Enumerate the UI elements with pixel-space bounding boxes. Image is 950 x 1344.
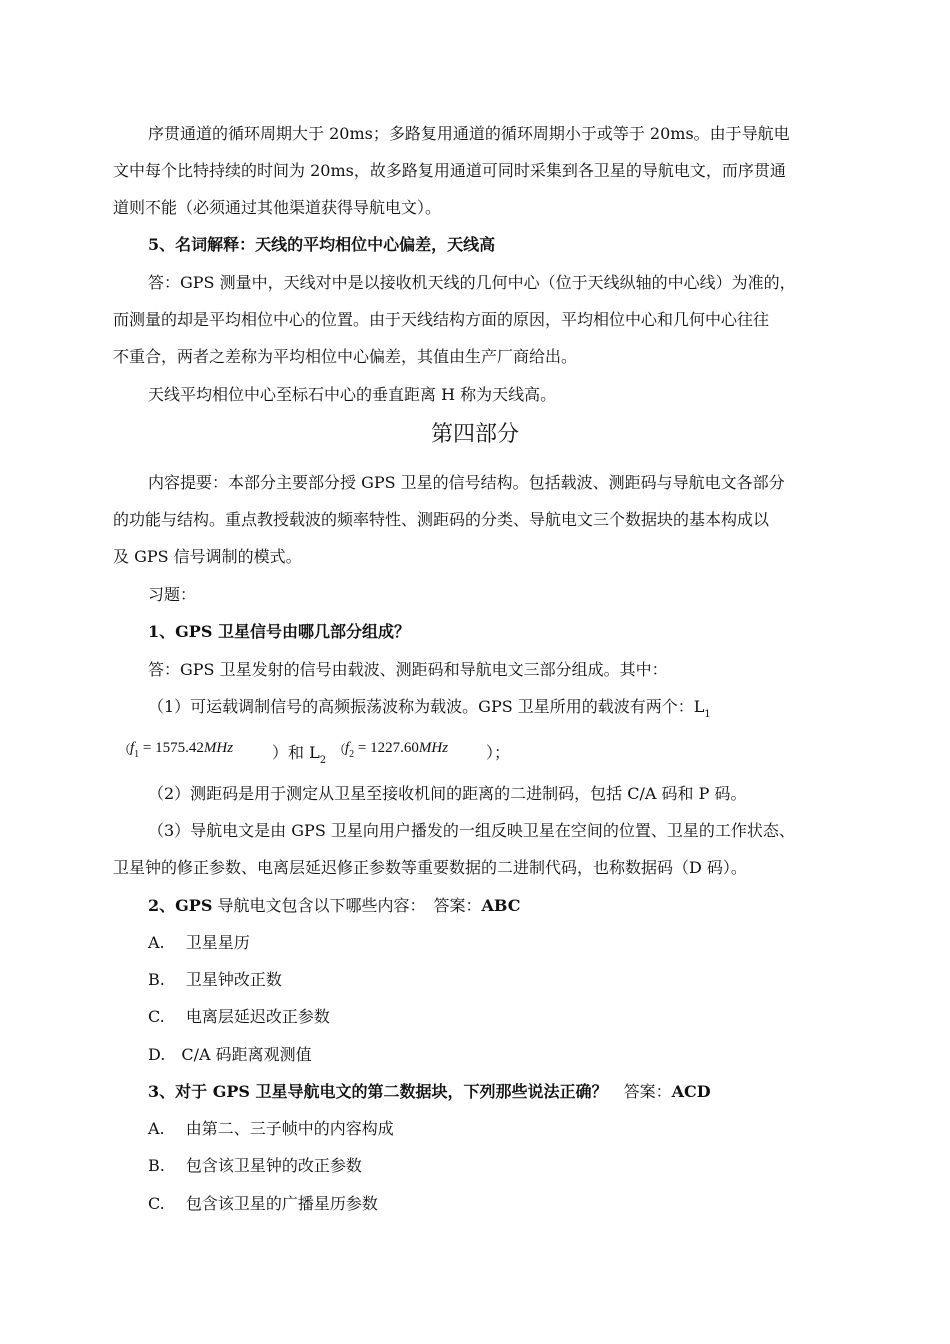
answer-line: 天线平均相位中心至标石中心的垂直距离 H 称为天线高。 [148, 385, 557, 404]
answer-line: （2）测距码是用于测定从卫星至接收机间的距离的二进制码，包括 C/A 码和 P 码。 [148, 784, 747, 803]
exercises-label: 习题： [148, 585, 197, 604]
answer-line: （3）导航电文是由 GPS 卫星向用户播发的一组反映卫星在空间的位置、卫星的工作状态、 [148, 821, 795, 840]
answer-line: 不重合，两者之差称为平均相位中心偏差，其值由生产厂商给出。 [113, 347, 578, 366]
option-c: C. 电离层延迟改正参数 [148, 1007, 330, 1026]
formula-connector: ）和 $L_2$ [272, 743, 327, 766]
summary-line: 及 GPS 信号调制的模式。 [113, 547, 302, 566]
option-c: C. 包含该卫星的广播星历参数 [148, 1194, 378, 1213]
question-3: 3、对于 GPS 卫星导航电文的第二数据块，下列那些说法正确？ 答案：ACD [148, 1082, 711, 1101]
answer-line: 而测量的却是平均相位中心的位置。由于天线结构方面的原因，平均相位中心和几何中心往往 [113, 310, 770, 329]
formula-f1: $f_1 = 1575.42MHz$ [130, 740, 234, 760]
answer-text: （1）可运载调制信号的高频振荡波称为载波。GPS 卫星所用的载波有两个：L [148, 697, 705, 716]
option-d: D. C/A 码距离观测值 [148, 1045, 312, 1064]
answer-line: 答：GPS 卫星发射的信号由载波、测距码和导航电文三部分组成。其中： [148, 660, 668, 679]
paragraph-line: 序贯通道的循环周期大于 20ms；多路复用通道的循环周期小于或等于 20ms。由于导航电 [148, 124, 790, 143]
formula-f2: $f_2 = 1227.60MHz$ [345, 740, 449, 760]
option-b: B. 卫星钟改正数 [148, 970, 282, 989]
option-a: A. 卫星星历 [148, 933, 250, 952]
question-5: 5、名词解释：天线的平均相位中心偏差，天线高 [148, 235, 496, 254]
question-2: 2、GPS 导航电文包含以下哪些内容： 答案：ABC [148, 896, 521, 915]
option-a: A. 由第二、三子帧中的内容构成 [148, 1119, 394, 1138]
answer-line [148, 696, 711, 726]
open-paren: （ [333, 743, 347, 758]
subscript: 1 [704, 709, 711, 720]
question-1: 1、GPS 卫星信号由哪几部分组成？ [148, 622, 410, 641]
paragraph-line: 文中每个比特持续的时间为 20ms，故多路复用通道可同时采集到各卫星的导航电文，而序贯通 [113, 161, 786, 180]
paragraph-line: 道则不能（必须通过其他渠道获得导航电文）。 [113, 198, 442, 217]
section-title: 第四部分 [430, 422, 519, 447]
answer-line: 卫星钟的修正参数、电离层延迟修正参数等重要数据的二进制代码，也称数据码（D 码）。 [113, 858, 747, 877]
formula-end: ）； [486, 743, 511, 762]
option-b: B. 包含该卫星钟的改正参数 [148, 1156, 362, 1175]
summary-line: 内容提要：本部分主要部分授 GPS 卫星的信号结构。包括载波、测距码与导航电文各部分 [148, 473, 785, 492]
answer-line: 答：GPS 测量中，天线对中是以接收机天线的几何中心（位于天线纵轴的中心线）为准的， [148, 273, 796, 292]
open-paren: （ [118, 743, 132, 758]
summary-line: 的功能与结构。重点教授载波的频率特性、测距码的分类、导航电文三个数据块的基本构成以 [113, 510, 770, 529]
